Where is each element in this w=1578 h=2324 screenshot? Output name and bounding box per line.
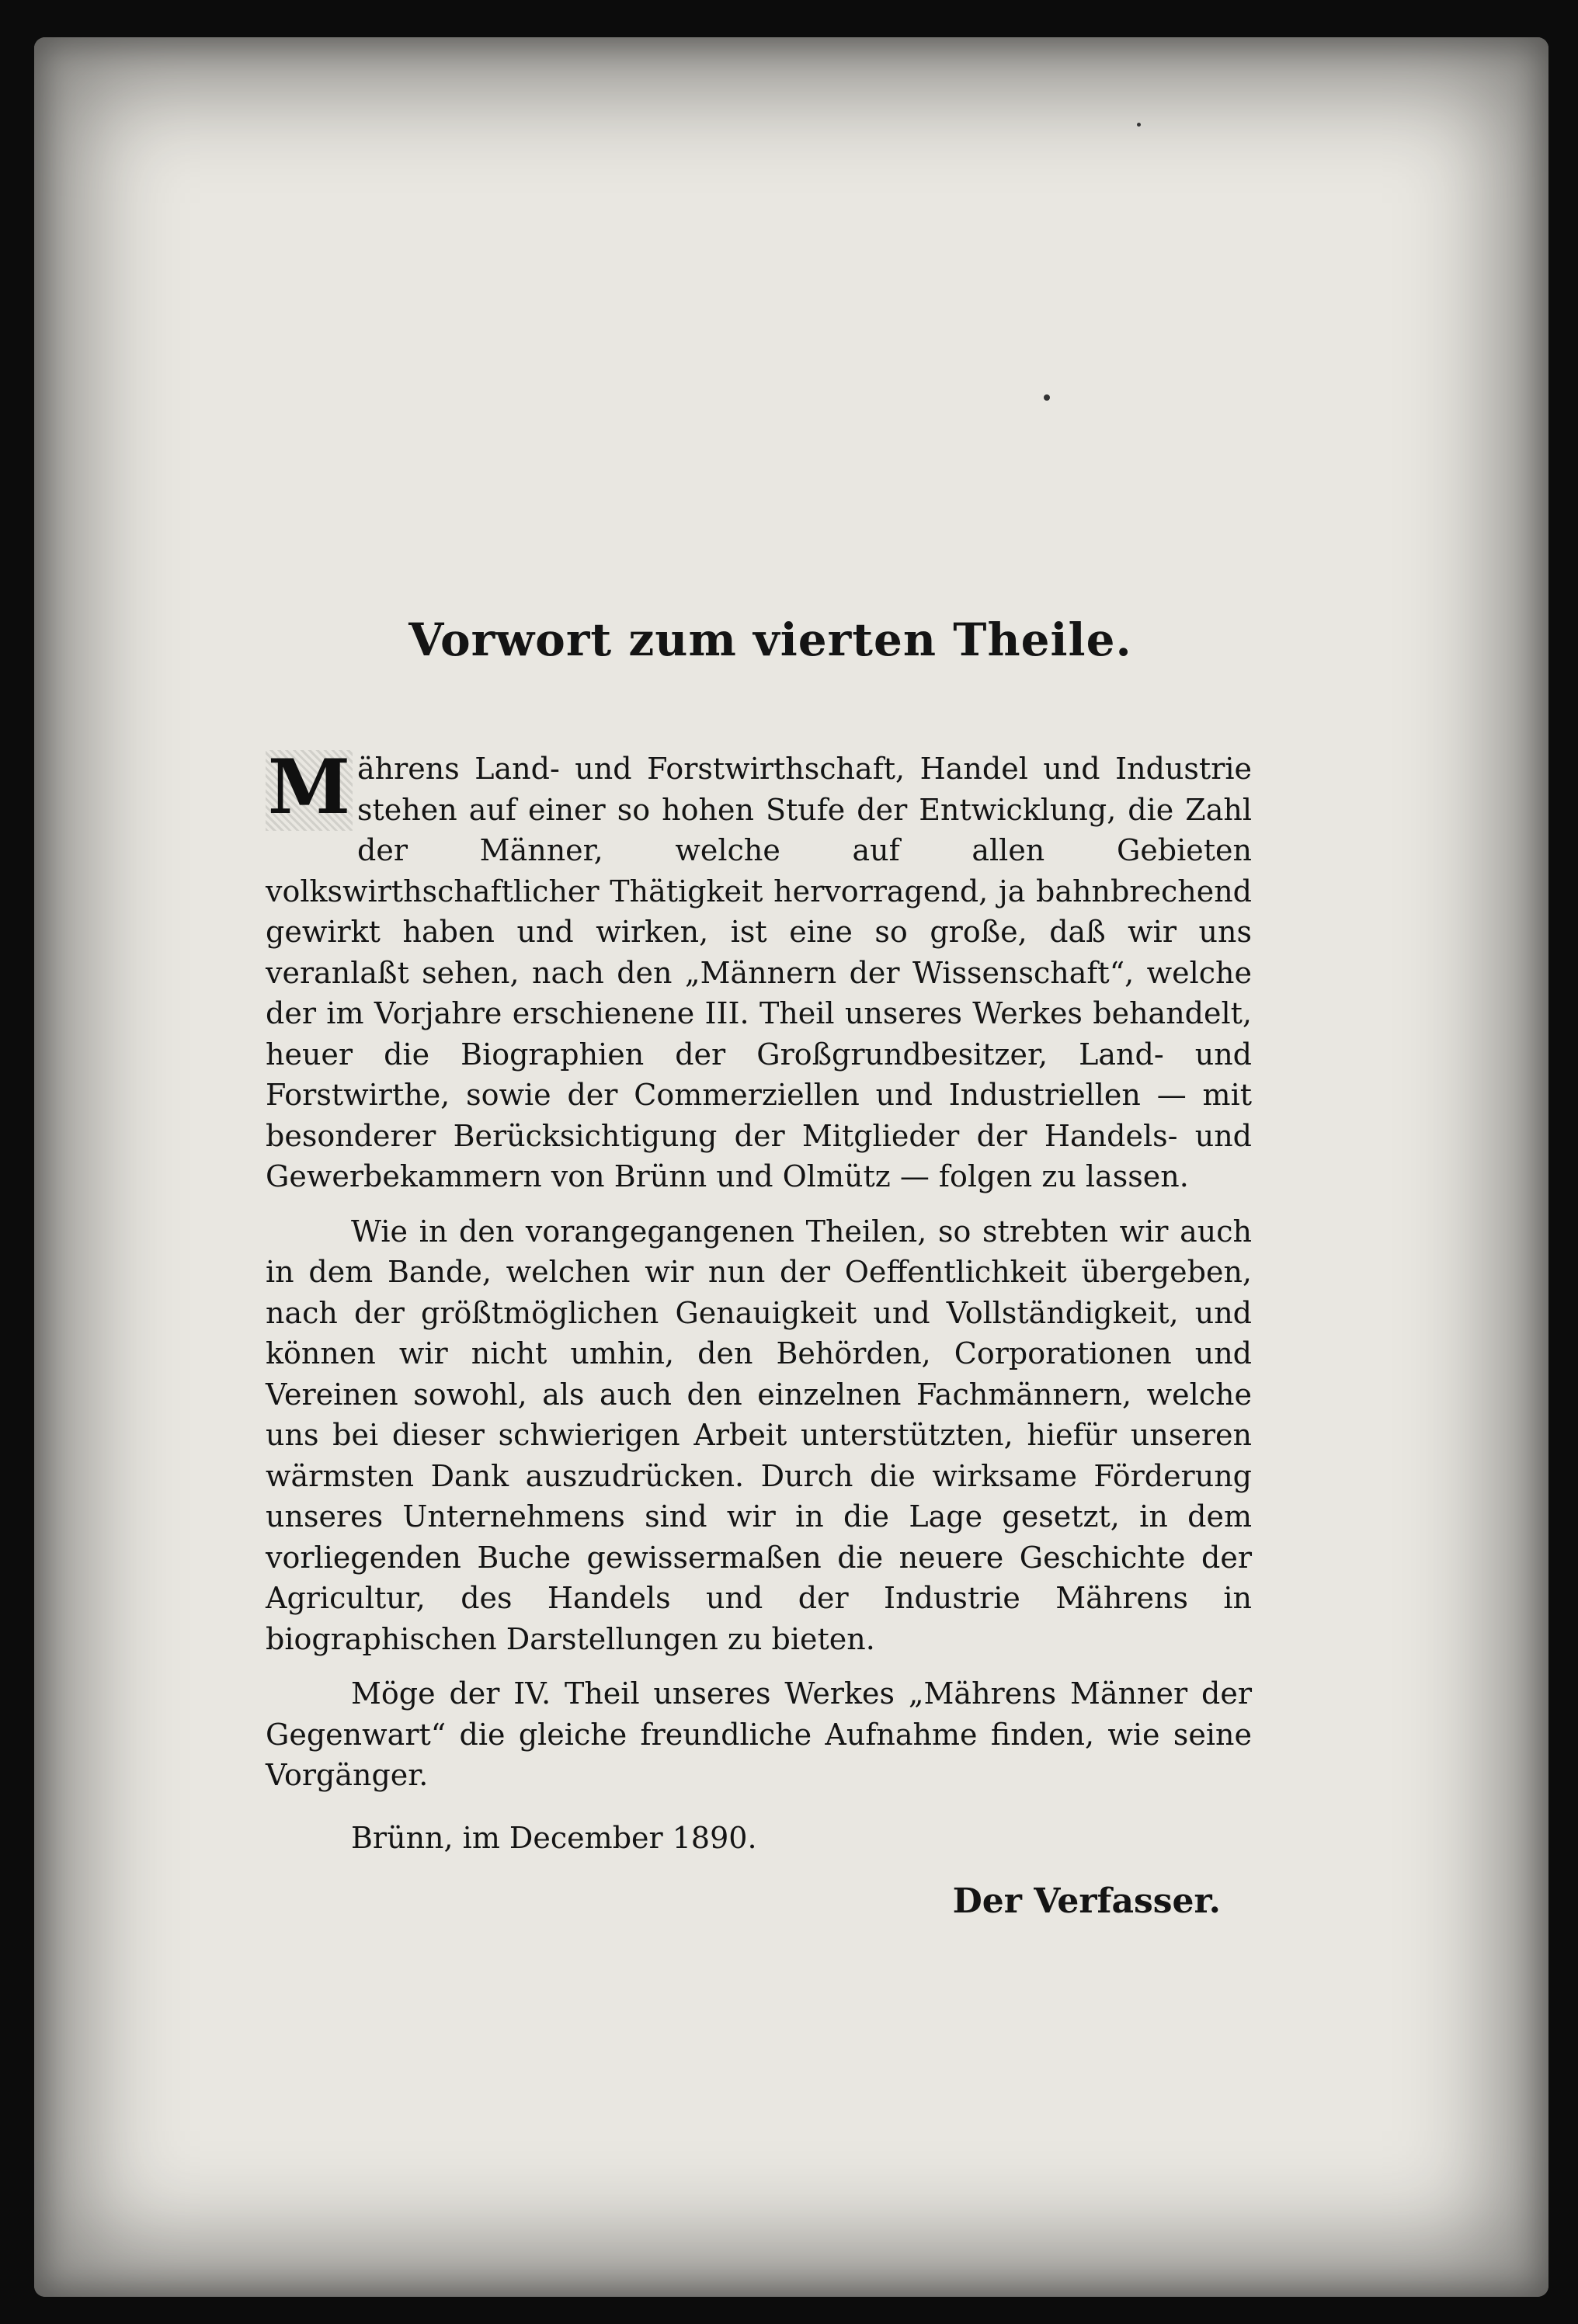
signature: Der Verfasser. [952,1881,1221,1921]
paragraph-1-text: ährens Land- und Forstwirthschaft, Handel und Industrie stehen auf einer so hohen Stufe der Entwicklung, die Zahl der Männer, welche auf allen Gebieten volkswirthschaftlicher Thätigkeit hervorragend, ja bahnbrechend gewirkt haben und wirken, ist eine so große, daß wir uns veranlaßt sehen, nach den „Männern der Wissenschaft“, welche der im Vorjahre erschienene III. Theil unseres Werkes behandelt, heuer die Biographien der Großgrundbesitzer, Land- und Forstwirthe, sowie der Commerziellen und Industriellen — mit besonderer Berücksichtigung der Mitglieder der Handels- und Gewerbekammern von Brünn und Olmütz — folgen zu lassen. [266,752,1252,1193]
page-title: Vorwort zum vierten Theile. [408,613,1132,666]
preface-content [266,613,1252,1921]
paragraph-1 [266,743,1252,1197]
drop-cap: M [266,750,353,831]
ink-speck [1137,123,1141,127]
paragraph-2: Wie in den vorangegangenen Theilen, so strebten wir auch in dem Bande, welchen wir nun der Oeffentlichkeit übergeben, nach der größtmöglichen Genauigkeit und Vollständigkeit, und können wir nicht umhin, den Behörden, Corporationen und Vereinen sowohl, als auch den einzelnen Fachmännern, welche uns bei dieser schwierigen Arbeit unterstützten, hiefür unseren wärmsten Dank auszudrücken. Durch die wirksame Förderung unseres Unternehmens sind wir in die Lage gesetzt, in dem vorliegenden Buche gewissermaßen die neuere Geschichte der Agricultur, des Handels und der Industrie Mährens in biographischen Darstellungen zu bieten. [266,1214,1252,1656]
ink-speck [1044,394,1050,401]
date-line: Brünn, im December 1890. [351,1820,757,1855]
paragraph-3: Möge der IV. Theil unseres Werkes „Mährens Männer der Gegenwart“ die gleiche freundliche Aufnahme finden, wie seine Vorgänger. [266,1676,1252,1792]
